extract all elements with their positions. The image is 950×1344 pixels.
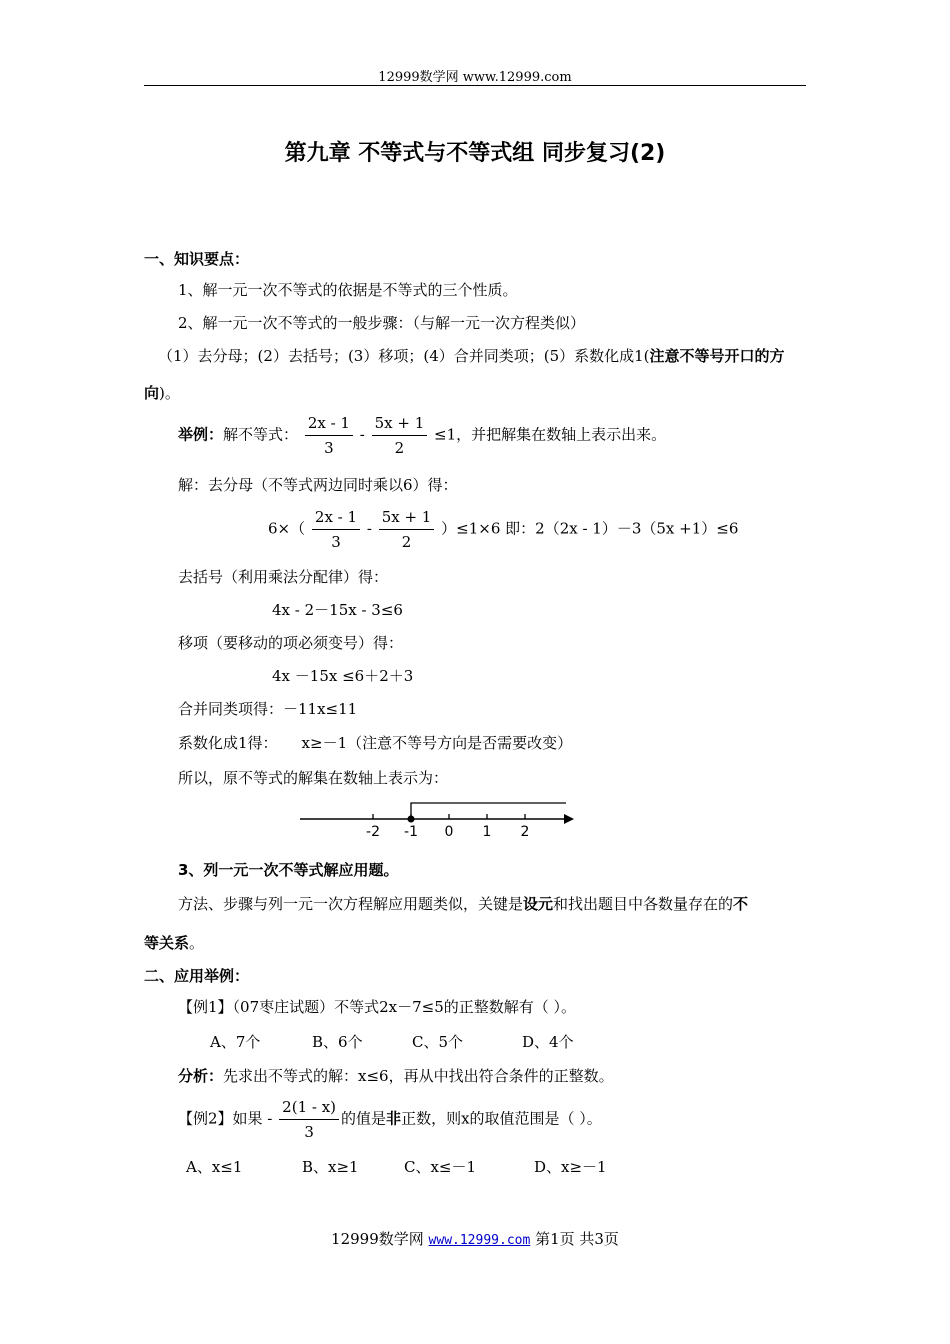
point3: 3、列一元一次不等式解应用题。 [178, 861, 399, 879]
expand-label: 去括号（利用乘法分配律）得： [178, 568, 389, 586]
number-line-label: 1 [482, 824, 492, 840]
number-line-arrow [564, 814, 574, 824]
step1-fraction-2 [379, 508, 435, 551]
minus-sign: - [359, 425, 365, 444]
step1-fraction-1 [312, 508, 360, 551]
step1-post: ）≤1×6 即：2（ [441, 519, 560, 538]
ex1-option-b: B、6个 [312, 1033, 363, 1051]
step1-p1: 2x - 1 [559, 519, 602, 538]
ex2-post: 正数，则x的取值范围是（ ）。 [401, 1109, 602, 1128]
steps-bold: 注意不等号开口的方 [649, 347, 785, 365]
step1-minus: - [366, 519, 372, 538]
section1-heading: 一、知识要点： [144, 250, 250, 268]
ex2-option-c: C、x≤－1 [404, 1158, 477, 1176]
step1-pre: 6×（ [268, 519, 306, 538]
step1-frac2-den: 2 [401, 533, 412, 551]
number-line-label: 2 [520, 824, 530, 840]
step1-end: ）≤6 [701, 519, 739, 538]
method-line [178, 893, 748, 914]
number-line-label: -2 [366, 824, 380, 840]
footer-site: 12999数学网 [331, 1230, 424, 1248]
ex2-mid: 的值是 [341, 1109, 387, 1128]
ex2-option-b: B、x≥1 [302, 1158, 359, 1176]
method-line2 [144, 932, 204, 953]
coef-label: 系数化成1得： [178, 734, 278, 752]
method-c: 和找出题目中各数量存在的 [553, 895, 734, 913]
point2: 2、解一元一次不等式的一般步骤：（与解一元一次方程类似） [178, 314, 586, 332]
solution-endpoint [408, 816, 415, 823]
ex1-option-d: D、4个 [522, 1033, 574, 1051]
step1-frac1-num: 2x - 1 [312, 508, 360, 530]
ex2-option-a: A、x≤1 [186, 1158, 243, 1176]
coef-eq: x≥－1（注意不等号方向是否需要改变） [301, 734, 573, 752]
ex2-num: 2(1 - x) [279, 1098, 339, 1120]
ex2-option-d: D、x≥－1 [534, 1158, 607, 1176]
footer-link[interactable]: www.12999.com [428, 1233, 531, 1248]
fraction-1 [305, 414, 353, 457]
footer-page: 第1页 共3页 [535, 1230, 619, 1248]
combine-line: 合并同类项得：－11x≤11 [178, 700, 358, 718]
frac1-num: 2x - 1 [305, 414, 353, 436]
page-header: 12999数学网 www.12999.com [378, 70, 572, 85]
ex2-fraction [279, 1098, 339, 1141]
steps-line [158, 345, 785, 366]
example-pre: 解不等式： [223, 425, 299, 444]
analysis-text: 先求出不等式的解：x≤6，再从中找出符合条件的正整数。 [223, 1067, 614, 1085]
steps-text: （1）去分母；(2）去括号；(3）移项；(4）合并同类项；(5）系数化成1( [158, 347, 650, 365]
ex2-den: 3 [304, 1123, 314, 1141]
method-end: 。 [189, 934, 205, 952]
steps-end: )。 [159, 384, 180, 402]
number-line-label: -1 [404, 824, 418, 840]
move-eq: 4x －15x ≤6＋2＋3 [272, 667, 414, 685]
number-line-label: 0 [444, 824, 454, 840]
coef-line [178, 732, 572, 753]
expand-eq: 4x - 2－15x - 3≤6 [272, 601, 403, 619]
fraction-2 [372, 414, 428, 457]
ex1-question: 【例1】（07枣庄试题）不等式2x－7≤5的正整数解有（ ）。 [178, 998, 577, 1016]
point1: 1、解一元一次不等式的依据是不等式的三个性质。 [178, 281, 518, 299]
example-line [178, 414, 666, 457]
step1-mid: ）－3（ [601, 519, 657, 538]
example-post: ≤1，并把解集在数轴上表示出来。 [434, 425, 667, 444]
ex1-option-a: A、7个 [210, 1033, 261, 1051]
section2-heading: 二、应用举例： [144, 967, 250, 985]
solution-set-bracket [411, 803, 566, 819]
step1-p2: 5x +1 [656, 519, 702, 538]
page-title: 第九章 不等式与不等式组 同步复习(2) [284, 141, 666, 166]
method-a: 方法、步骤与列一元一次方程解应用题类似，关键是 [178, 895, 524, 913]
ex2-line [178, 1098, 602, 1141]
number-line-labels [366, 824, 529, 840]
steps-bold2: 向 [144, 384, 160, 402]
steps-line2 [144, 382, 180, 403]
solution-intro: 解：去分母（不等式两边同时乘以6）得： [178, 476, 458, 494]
conclusion: 所以，原不等式的解集在数轴上表示为： [178, 769, 449, 787]
method-b2: 不 [733, 895, 749, 913]
page-footer [0, 1228, 950, 1249]
step1-line [268, 508, 738, 551]
step1-frac2-num: 5x + 1 [379, 508, 435, 530]
move-label: 移项（要移动的项必须变号）得： [178, 634, 404, 652]
ex2-pre: 【例2】如果 - [178, 1109, 273, 1128]
method-b3: 等关系 [144, 934, 190, 952]
frac1-den: 3 [324, 439, 334, 457]
header-rule [144, 85, 806, 86]
number-line [296, 796, 586, 842]
frac2-num: 5x + 1 [372, 414, 428, 436]
ex1-option-c: C、5个 [412, 1033, 464, 1051]
analysis-line [178, 1065, 614, 1086]
method-b1: 设元 [523, 895, 554, 913]
example-label: 举例： [178, 425, 224, 444]
step1-frac1-den: 3 [331, 533, 341, 551]
analysis-label: 分析： [178, 1067, 224, 1085]
frac2-den: 2 [394, 439, 405, 457]
ex2-bold: 非 [386, 1109, 402, 1128]
